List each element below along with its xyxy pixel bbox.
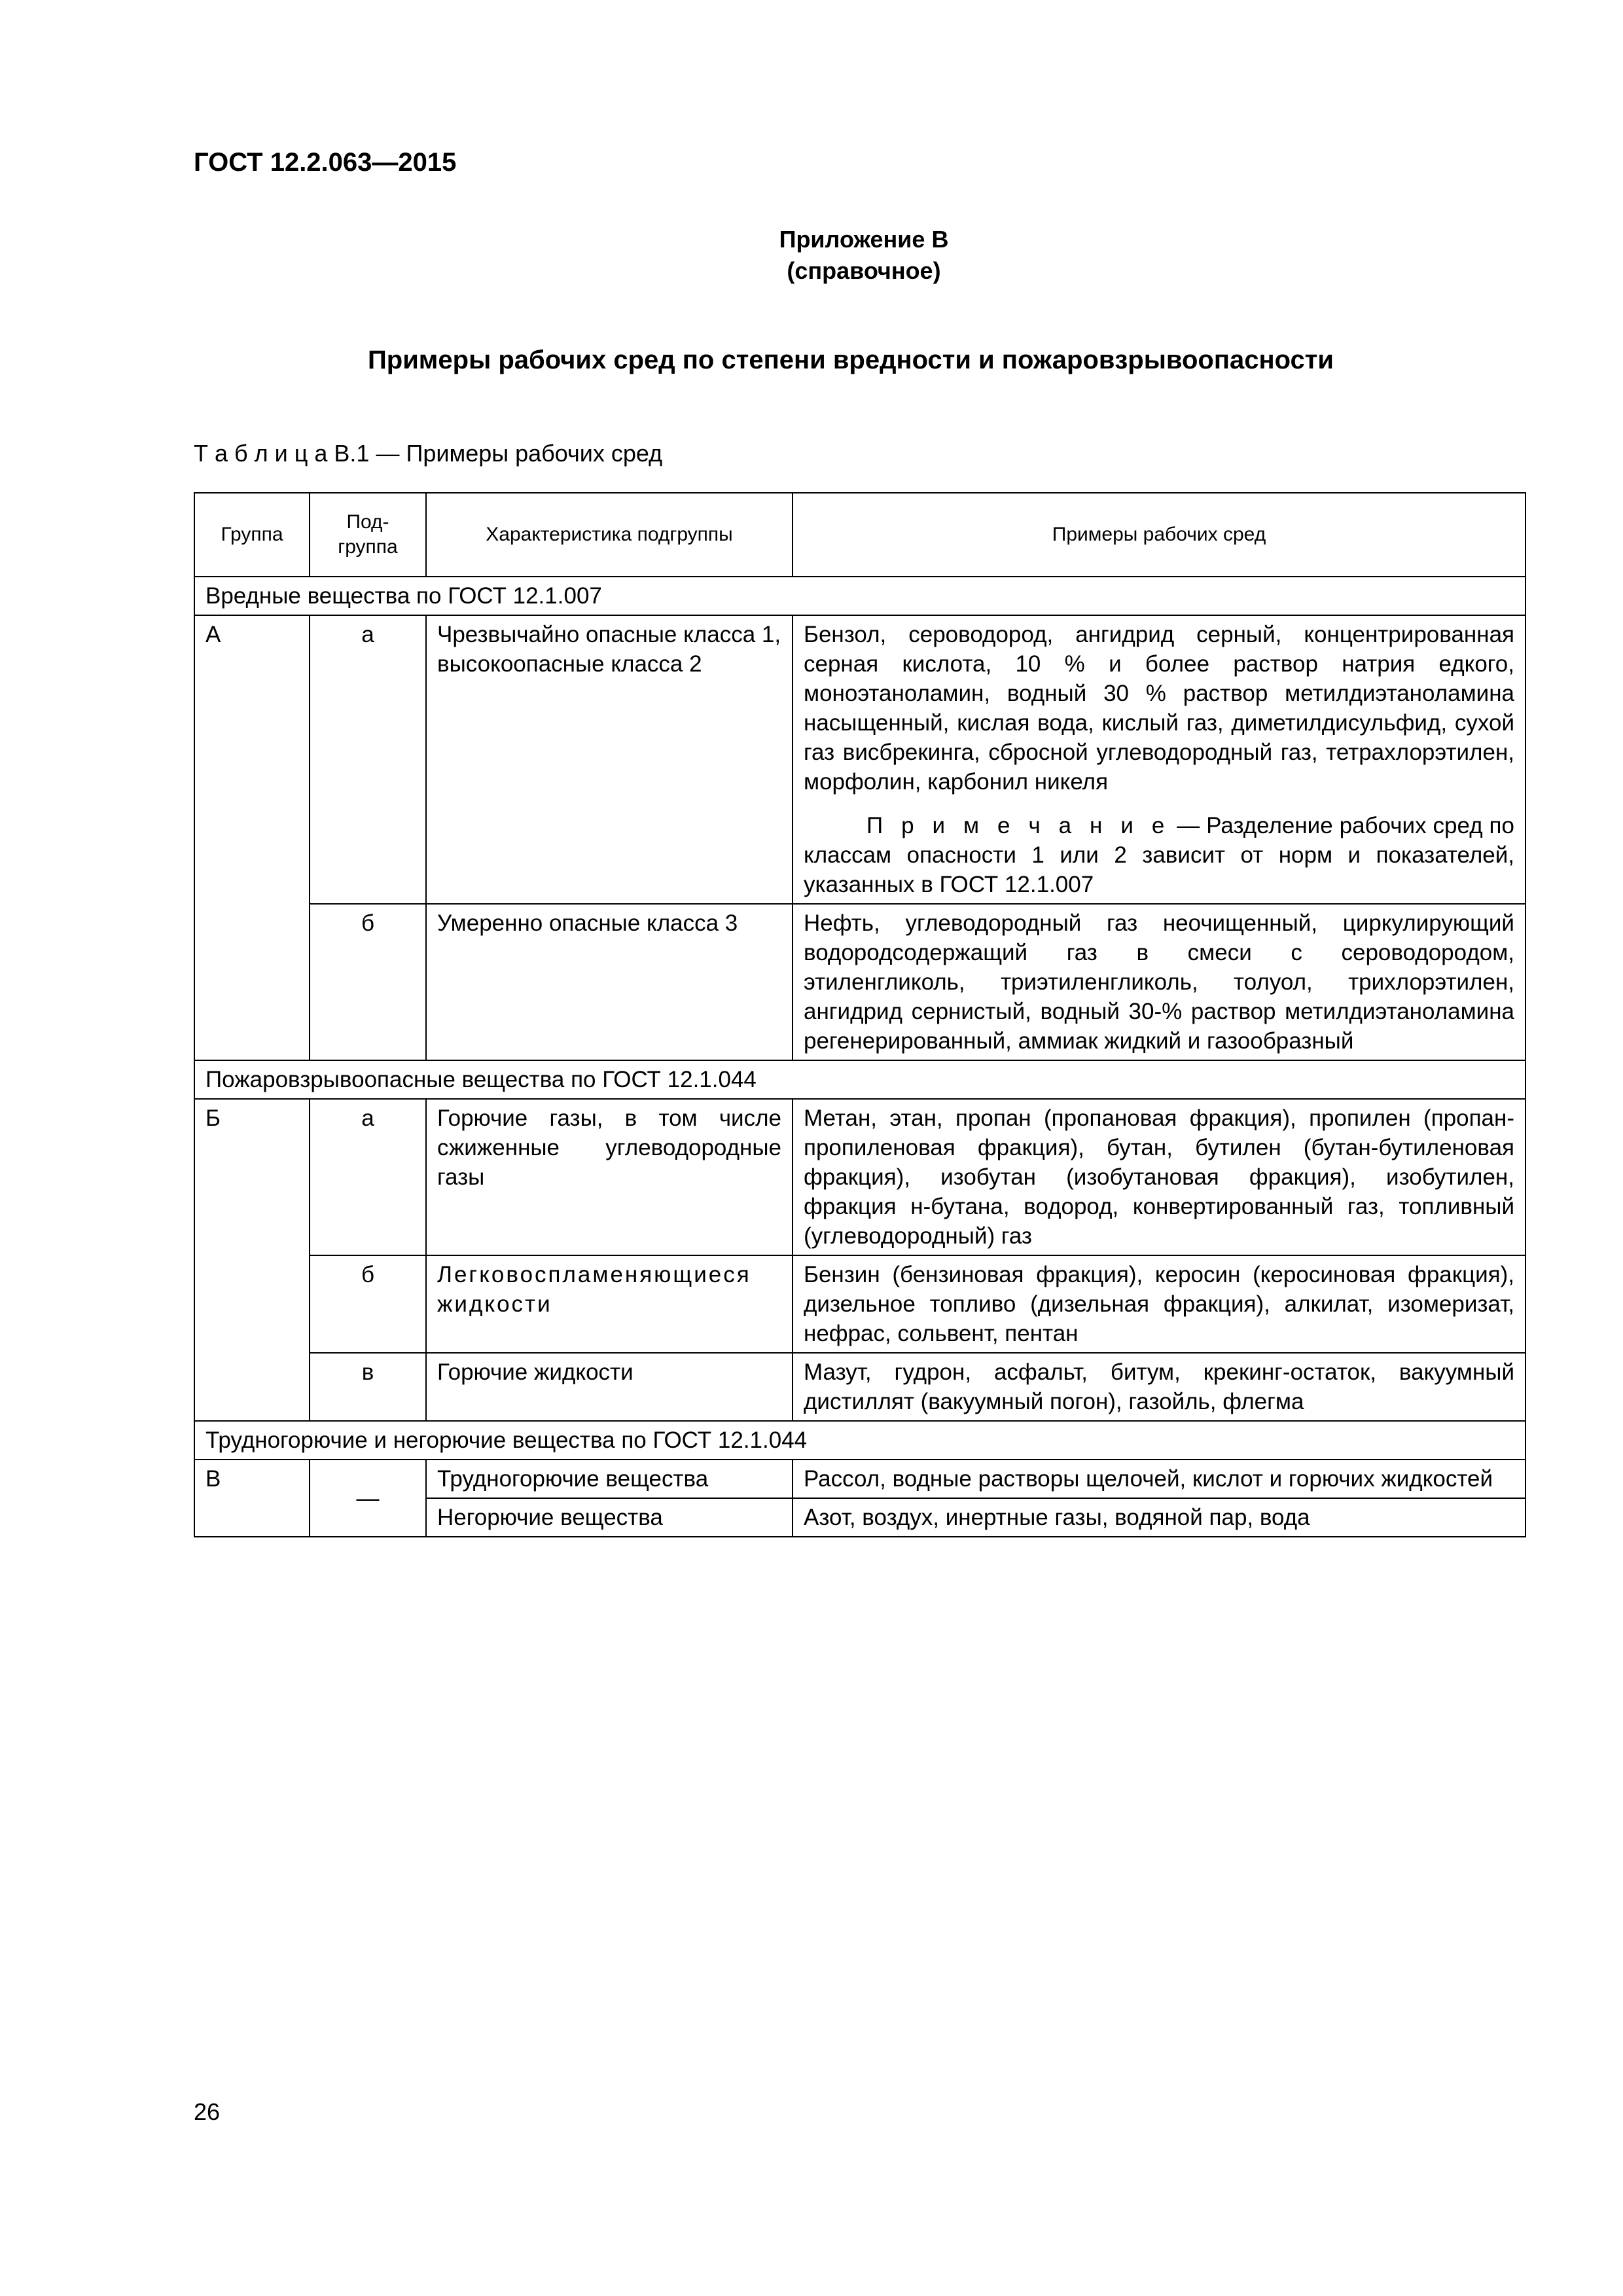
- page-number: 26: [194, 2098, 221, 2125]
- note-text: — Разделение рабочих сред по классам опасности 1 или 2 зависит от норм и показателей, указанных в ГОСТ 12.1.007: [804, 813, 1514, 897]
- note-label: П р и м е ч а н и е: [866, 813, 1171, 838]
- table-header-row: [194, 493, 1525, 577]
- table-caption-text: В.1 — Примеры рабочих сред: [334, 440, 663, 467]
- characteristic-cell: Легковоспламеняющиеся жидкости: [426, 1255, 793, 1353]
- header-subgroup-line1: Под-: [346, 511, 389, 533]
- header-subgroup-line2: группа: [338, 536, 398, 558]
- section-row: [194, 1060, 1525, 1099]
- section-title: Трудногорючие и негорючие вещества по ГОСТ 12.1.044: [194, 1421, 1525, 1460]
- document-code: ГОСТ 12.2.063—2015: [194, 148, 457, 177]
- section-row: [194, 1421, 1525, 1460]
- table-row: [194, 904, 1525, 1060]
- page-title: Примеры рабочих сред по степени вредности и пожаровзрывоопасности: [368, 346, 1334, 374]
- examples-cell: Бензин (бензиновая фракция), керосин (керосиновая фракция), дизельное топливо (дизельная фракция), алкилат, изомеризат, нефрас, сольвент, пентан: [793, 1255, 1525, 1353]
- subgroup-cell: в: [310, 1353, 426, 1421]
- subgroup-cell: а: [310, 615, 426, 904]
- examples-cell: Азот, воздух, инертные газы, водяной пар, вода: [793, 1498, 1525, 1537]
- table-row: [194, 1460, 1525, 1498]
- appendix-title: Приложение В: [779, 226, 949, 253]
- table-row: [194, 1255, 1525, 1353]
- table-caption: [194, 440, 662, 467]
- table-caption-label: Т а б л и ц а: [194, 440, 328, 467]
- group-cell: Б: [194, 1099, 310, 1421]
- subgroup-cell: —: [310, 1460, 426, 1537]
- section-row: [194, 577, 1525, 615]
- examples-cell: Мазут, гудрон, асфальт, битум, крекинг-остаток, вакуумный дистиллят (вакуумный погон), газойль, флегма: [793, 1353, 1525, 1421]
- characteristic-cell: Трудногорючие вещества: [426, 1460, 793, 1498]
- header-examples: Примеры рабочих сред: [793, 493, 1525, 577]
- table-row: [194, 1353, 1525, 1421]
- table-note: [804, 811, 1514, 899]
- group-cell: В: [194, 1460, 310, 1537]
- header-characteristic: Характеристика подгруппы: [426, 493, 793, 577]
- working-media-table: [194, 492, 1526, 1537]
- header-group: Группа: [194, 493, 310, 577]
- characteristic-cell: Умеренно опасные класса 3: [426, 904, 793, 1060]
- examples-cell: Нефть, углеводородный газ неочищенный, циркулирующий водородсодержащий газ в смеси с сероводородом, этиленгликоль, триэтиленгликоль, толуол, трихлорэтилен, ангидрид сернистый, водный 30-% раствор метилдиэтаноламина регенерированный, аммиак жидкий и газообразный: [793, 904, 1525, 1060]
- header-subgroup: [310, 493, 426, 577]
- subgroup-cell: а: [310, 1099, 426, 1255]
- section-title: Пожаровзрывоопасные вещества по ГОСТ 12.1.044: [194, 1060, 1525, 1099]
- table-row: [194, 615, 1525, 904]
- characteristic-cell: Горючие газы, в том числе сжиженные углеводородные газы: [426, 1099, 793, 1255]
- examples-cell: [793, 615, 1525, 904]
- examples-cell: Метан, этан, пропан (пропановая фракция), пропилен (пропан-пропиленовая фракция), бутан, бутилен (бутан-бутиленовая фракция), изобутан (изобутановая фракция), изобутилен, фракция н-бутана, водород, конвертированный газ, топливный (углеводородный) газ: [793, 1099, 1525, 1255]
- group-cell: А: [194, 615, 310, 1060]
- appendix-kind: (справочное): [787, 257, 941, 284]
- characteristic-cell: Негорючие вещества: [426, 1498, 793, 1537]
- characteristic-cell: Горючие жидкости: [426, 1353, 793, 1421]
- section-title: Вредные вещества по ГОСТ 12.1.007: [194, 577, 1525, 615]
- subgroup-cell: б: [310, 904, 426, 1060]
- characteristic-cell: Чрезвычайно опасные класса 1, высокоопасные класса 2: [426, 615, 793, 904]
- examples-text: Бензол, сероводород, ангидрид серный, концентрированная серная кислота, 10 % и более раствор натрия едкого, моноэтаноламин, водный 30 % раствор метилдиэтаноламина насыщенный, кислая вода, кислый газ, диметилдисульфид, сухой газ висбрекинга, сбросной углеводородный газ, тетрахлорэтилен, морфолин, карбонил никеля: [804, 622, 1514, 795]
- examples-cell: Рассол, водные растворы щелочей, кислот и горючих жидкостей: [793, 1460, 1525, 1498]
- table-row: [194, 1099, 1525, 1255]
- subgroup-cell: б: [310, 1255, 426, 1353]
- appendix-heading: [0, 224, 1623, 287]
